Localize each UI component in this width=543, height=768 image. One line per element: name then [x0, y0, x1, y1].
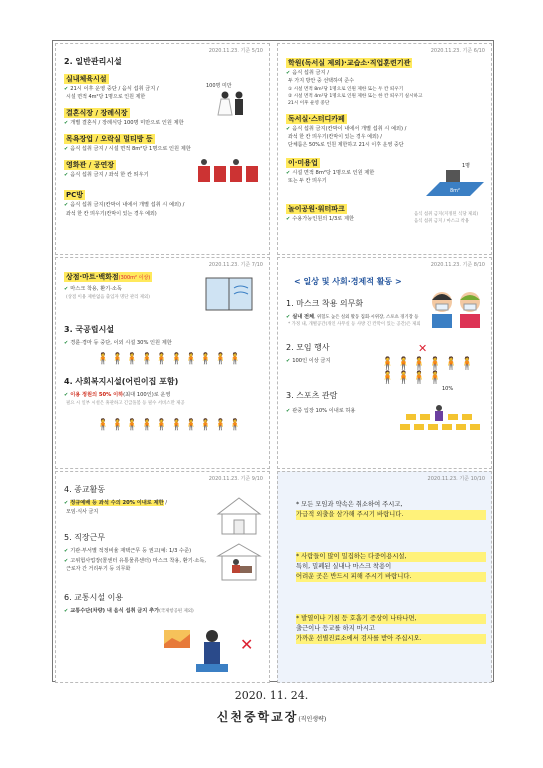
bullet: ✔ 경륜·경마 등 중단, 이외 시설 30% 인원 제한 [64, 340, 264, 347]
message-block [296, 500, 486, 520]
bullet: ✔ 기관·부서별 적정비율 재택근무 등 권고(예: 1/3 수준) [64, 548, 204, 555]
footer-date: 2020. 11. 24. [234, 689, 309, 702]
message-line: * 모든 모임과 약속은 취소하여 주시고, [296, 501, 403, 508]
bullet-suffix: , 위험도 높은 실외 활동 집회·시위장, 스포츠 경기장 등 [314, 315, 419, 320]
message-line: 특히, 밀폐된 실내나 마스크 착용이 [296, 563, 392, 570]
card-daily-activities [277, 257, 492, 469]
card-title: < 일상 및 사회·경제적 활동 > [294, 277, 402, 286]
message-line: 가급적 외출을 삼가해 주시기 바랍니다. [296, 510, 486, 520]
bullet [64, 392, 264, 399]
highlight-heading [64, 272, 152, 282]
highlight-heading: 놀이공원·워터파크 [288, 205, 345, 213]
bullet: ✔ 음식 섭취 금지 / 좌석 한 칸 띄우기 [64, 172, 264, 179]
office-worker-icon [216, 542, 262, 582]
bullet: ✔ 관중 입장 10% 이내로 허용 [286, 408, 396, 415]
message-line: * 사람들이 많이 밀집하는 다중이용시설, [296, 552, 486, 562]
section-title: 3. 스포츠 관람 [286, 391, 338, 400]
note: (상점 이용 제한없음 출입자 명단 관리 제외) [66, 295, 150, 300]
bullet [64, 500, 214, 507]
section-title: 3. 국공립시설 [64, 325, 115, 334]
highlight-heading: 학원(독서실 제외)·교습소·직업훈련기관 [288, 59, 411, 67]
page-stamp: 2020.11.23. 기준 10/10 [427, 476, 485, 482]
highlight-heading: PC방 [66, 191, 84, 199]
wedding-couple-icon [216, 90, 250, 116]
stadium-seats-icon [396, 394, 486, 436]
area-label: 8m² [450, 188, 461, 194]
sub-line: ① 시설 면적 8m²당 1명으로 인원 제한 또는 두 칸 띄우기 [288, 87, 404, 92]
highlight-heading: 목욕장업 / 오락실 멀티방 등 [66, 135, 153, 143]
bullet-highlight: 이용 정원의 50% 이하 [70, 392, 124, 398]
bullet-suffix: (국제항공편 제외) [159, 609, 194, 614]
page-stamp: 2020.11.23. 기준 6/10 [430, 48, 485, 54]
bullet [64, 608, 264, 615]
page-stamp: 2020.11.23. 기준 7/10 [208, 262, 263, 268]
sub-line: 좌석 한 칸 띄우기(칸막이 있는 경우 예외) [66, 211, 157, 217]
message-block [296, 614, 486, 644]
note: * 가정 내, 개별공간(개인 사무실 등 사방 긴 칸막이 있는 공간)은 제외 [288, 322, 421, 327]
bullet-bold: 교통수단(차량) 내 음식 섭취 금지 추가 [70, 608, 160, 614]
church-icon [216, 496, 262, 536]
bullet: ✔ 개별 결혼식 / 장례식당 100명 미만으로 인원 제한 [64, 120, 264, 127]
bullet: ✔ 수용가능인원의 1/3로 제한 [286, 216, 406, 223]
highlight-heading: 결혼식장 / 장례식장 [66, 109, 128, 117]
section-title: 4. 종교활동 [64, 485, 106, 494]
message-block [296, 552, 486, 582]
page-stamp: 2020.11.23. 기준 8/10 [430, 262, 485, 268]
bullet: ✔ 음식 섭취 금지(칸막이 내에서 개별 섭취 시 예외) / [64, 202, 264, 209]
people-row-icon: 🧍🧍🧍🧍🧍🧍🧍🧍🧍🧍 [96, 352, 243, 365]
document-frame [52, 40, 494, 682]
footer-signature [0, 708, 543, 725]
section-title: 5. 직장근무 [64, 533, 106, 542]
highlight-heading: 독서실·스터디카페 [288, 115, 345, 123]
card-religion-work-transport [55, 471, 270, 683]
bullet: ✔ 마스크 착용, 환기·소독 [64, 286, 194, 293]
bullet: ✔ 음식 섭취 금지 / [286, 70, 486, 77]
message-line: 출근이나 등교를 하지 마시고 [296, 625, 375, 632]
sub-line: 21시 이후 운영 중단 [288, 101, 330, 106]
card-stores-public [55, 257, 270, 469]
bullet [286, 314, 486, 321]
message-line: 가까운 선별진료소에서 검사를 받아 주십시오. [296, 634, 486, 644]
bullet: ✔ 21시 이후 운영 중단 / 음식 섭취 금지 / [64, 86, 264, 93]
bullet: ✔ 음식 섭취 금지(칸막이 내에서 개별 섭취 시 예외) / [286, 126, 486, 133]
sub-line: 좌석 한 칸 띄우기(칸막이 있는 경우 예외) / [288, 134, 382, 140]
section-title: 6. 교통시설 이용 [64, 593, 124, 602]
bus-passenger-icon [156, 620, 256, 676]
bullet-bold: 실내 전체 [292, 314, 315, 320]
message-line: * 발열이나 기침 등 호흡기 증상이 나타나면, [296, 614, 486, 624]
card-general-facilities [55, 43, 270, 255]
image-caption: 100명 미만 [206, 83, 232, 89]
sub-line: 시설 면적 4m²당 1명으로 인원 제한 [66, 94, 146, 100]
heading-suffix: (300m² 이상) [118, 275, 151, 281]
percent-label: 10% [442, 386, 454, 392]
highlight-heading: 영화관 / 공연장 [66, 161, 115, 169]
highlight-heading: 이·미용업 [288, 159, 318, 167]
page-stamp: 2020.11.23. 기준 9/10 [208, 476, 263, 482]
bullet-suffix: / [165, 500, 168, 506]
card-academy-facilities [277, 43, 492, 255]
area-person-label: 1명 [462, 163, 471, 169]
section-title: 1. 마스크 착용 의무화 [286, 299, 364, 308]
theater-seats-icon [194, 154, 264, 186]
bullet: ✔ 100인 이상 금지 [286, 358, 366, 365]
cross-icon: ✕ [418, 342, 428, 355]
window-ventilation-icon [204, 276, 254, 312]
section-title: 2. 모임 행사 [286, 343, 330, 352]
seal-note: (직인생략) [298, 716, 327, 723]
section-title: 4. 사회복지시설(어린이집 포함) [64, 377, 179, 386]
bullet: ✔ 고위험사업장(콜센터 유통물류센터) 마스크 착용, 환기·소독, [64, 558, 214, 565]
note: 음식 섭취 금지 / 마스크 착용 [414, 219, 470, 224]
bullet: ✔ 시설 면적 8m²당 1명으로 인원 제한 [286, 170, 416, 177]
page-stamp: 2020.11.23. 기준 5/10 [208, 48, 263, 54]
sub-line: 또는 두 칸 띄우기 [288, 178, 327, 184]
bullet-suffix: (최대 100인)로 운영 [123, 392, 171, 398]
note: 필요 시 일부 시설은 휴관하고 긴급돌봄 등 필수 서비스만 제공 [66, 401, 185, 406]
svg-text:✕: ✕ [240, 635, 254, 654]
highlight-heading: 실내체육시설 [66, 75, 107, 83]
crowd-icon: 🧍🧍🧍🧍🧍🧍🧍🧍🧍🧍 [380, 356, 476, 384]
message-line: 어려운 곳은 반드시 피해 주시기 바랍니다. [296, 572, 486, 582]
bullet: ✔ 음식 섭취 금지 / 시설 면적 8m²당 1명으로 인원 제한 [64, 146, 264, 153]
bullet-highlight: 정규예배 등 좌석 수의 20% 이내로 제한 [70, 500, 164, 506]
sub-line: 근로자 간 거리두기 등 의무화 [66, 566, 131, 572]
sub-line: ② 시설 면적 4m²당 1명으로 인원 제한 또는 한 칸 띄우기 실시하고 [288, 94, 423, 99]
section-title: 2. 일반관리시설 [64, 57, 122, 66]
floor-area-icon [424, 162, 486, 200]
people-row-icon: 🧍🧍🧍🧍🧍🧍🧍🧍🧍🧍 [96, 418, 243, 431]
card-requests [277, 471, 492, 683]
sub-line: 단체룸은 50%로 인원 제한하고 21시 이후 운영 중단 [288, 142, 404, 148]
heading-text: 상점·마트·백화점 [66, 273, 119, 281]
note: 음식 섭취 금지(지정된 식당 제외) [414, 212, 479, 217]
signature-text: 신천중학교장 [216, 710, 299, 724]
sub-line: 모임·식사 금지 [66, 509, 99, 515]
sub-line: 두 가지 방안 중 선택하여 준수 [288, 78, 354, 84]
